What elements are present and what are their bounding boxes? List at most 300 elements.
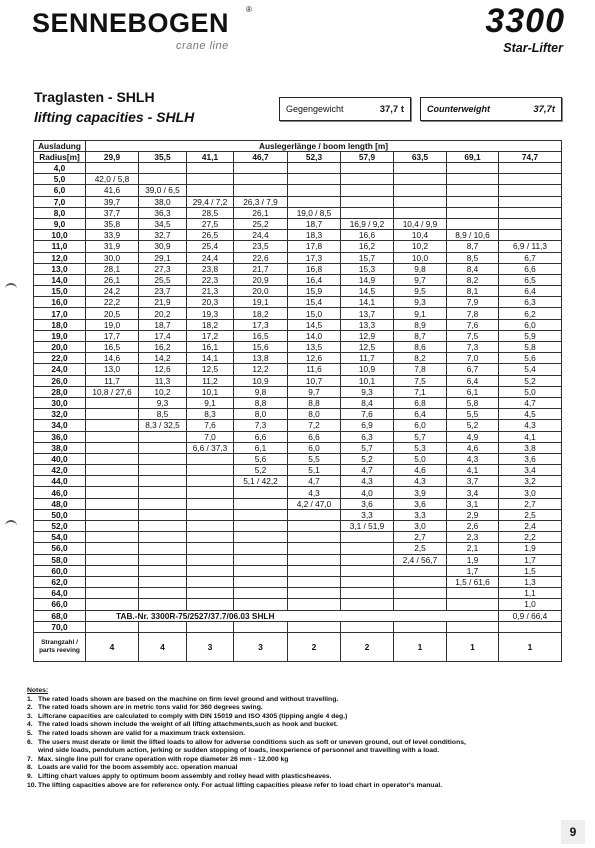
punch-hole-mark <box>5 283 17 291</box>
capacity-cell <box>234 532 288 543</box>
capacity-cell: 2,6 <box>447 521 499 532</box>
radius-cell: 48,0 <box>34 498 86 509</box>
capacity-cell: 8,6 <box>394 342 447 353</box>
capacity-cell: 8,5 <box>447 252 499 263</box>
table-row <box>34 453 562 464</box>
capacity-cell <box>234 565 288 576</box>
capacity-cell <box>139 576 187 587</box>
reeving-label <box>34 632 86 661</box>
capacity-cell: 5,6 <box>499 353 562 364</box>
capacity-cell: 9,5 <box>394 286 447 297</box>
capacity-cell: 1,9 <box>499 543 562 554</box>
capacity-cell <box>86 621 139 632</box>
capacity-cell: 9,1 <box>187 397 234 408</box>
capacity-cell: 1,7 <box>447 565 499 576</box>
radius-cell: 30,0 <box>34 397 86 408</box>
capacity-cell: 7,6 <box>447 319 499 330</box>
table-row <box>34 487 562 498</box>
capacity-cell: 8,0 <box>288 409 341 420</box>
table-row <box>34 476 562 487</box>
reeving-cell: 3 <box>234 632 288 661</box>
capacity-cell: 28,5 <box>187 207 234 218</box>
brand-subtitle: crane line <box>176 40 229 52</box>
note-item <box>27 756 572 765</box>
punch-hole-mark <box>5 520 17 528</box>
note-item <box>27 764 572 773</box>
radius-cell: 18,0 <box>34 319 86 330</box>
radius-cell: 50,0 <box>34 509 86 520</box>
capacity-cell <box>394 588 447 599</box>
capacity-cell: 5,7 <box>394 431 447 442</box>
capacity-cell: 24,4 <box>187 252 234 263</box>
capacity-cell <box>187 498 234 509</box>
capacity-cell: 9,3 <box>139 397 187 408</box>
radius-cell: 16,0 <box>34 297 86 308</box>
capacity-cell: 16,9 / 9,2 <box>341 218 394 229</box>
capacity-cell <box>187 588 234 599</box>
capacity-cell: 7,8 <box>394 364 447 375</box>
capacity-cell: 5,2 <box>499 375 562 386</box>
capacity-cell: 8,0 <box>234 409 288 420</box>
radius-cell: 46,0 <box>34 487 86 498</box>
capacity-cell <box>139 465 187 476</box>
capacity-cell <box>187 565 234 576</box>
table-header-row <box>34 141 562 152</box>
notes-list <box>27 696 572 791</box>
capacity-cell: 10,8 / 27,6 <box>86 386 139 397</box>
table-row <box>34 375 562 386</box>
capacity-cell: 7,8 <box>447 308 499 319</box>
capacity-cell <box>86 487 139 498</box>
capacity-cell: 8,2 <box>394 353 447 364</box>
capacity-cell <box>288 532 341 543</box>
capacity-cell: 4,7 <box>499 397 562 408</box>
capacity-cell: 31,9 <box>86 241 139 252</box>
capacity-cell: 10,0 <box>394 252 447 263</box>
capacity-cell <box>447 621 499 632</box>
table-row <box>34 509 562 520</box>
capacity-cell <box>499 185 562 196</box>
capacity-cell: 20,2 <box>139 308 187 319</box>
capacity-cell: 1,7 <box>499 554 562 565</box>
capacity-cell <box>139 453 187 464</box>
capacity-cell <box>288 576 341 587</box>
capacity-cell <box>499 621 562 632</box>
note-item <box>27 773 572 782</box>
capacity-cell <box>86 476 139 487</box>
capacity-cell <box>187 543 234 554</box>
capacity-cell <box>341 532 394 543</box>
capacity-cell: 8,4 <box>341 397 394 408</box>
capacity-cell: 5,8 <box>447 397 499 408</box>
note-item <box>27 730 572 739</box>
capacity-cell: 26,1 <box>86 274 139 285</box>
capacity-cell: 17,2 <box>187 330 234 341</box>
capacity-cell: 6,0 <box>288 442 341 453</box>
capacity-cell: 2,4 / 56,7 <box>394 554 447 565</box>
capacity-cell: 10,7 <box>288 375 341 386</box>
capacity-cell <box>288 621 341 632</box>
capacity-cell: 9,8 <box>234 386 288 397</box>
capacity-cell: 25,4 <box>187 241 234 252</box>
capacity-cell: 6,4 <box>447 375 499 386</box>
capacity-cell: 12,2 <box>234 364 288 375</box>
note-item <box>27 713 572 722</box>
capacity-cell: 15,4 <box>288 297 341 308</box>
capacity-cell: 3,8 <box>499 442 562 453</box>
lifting-capacity-table <box>33 140 562 662</box>
capacity-cell: 11,6 <box>288 364 341 375</box>
table-row <box>34 543 562 554</box>
note-number: 6. <box>27 738 33 746</box>
table-row <box>34 207 562 218</box>
capacity-cell: 8,3 / 32,5 <box>139 420 187 431</box>
capacity-cell: 27,5 <box>187 218 234 229</box>
radius-cell: 42,0 <box>34 465 86 476</box>
capacity-cell <box>341 196 394 207</box>
capacity-cell: 5,5 <box>288 453 341 464</box>
capacity-cell <box>394 163 447 174</box>
brand-logo: SENNEBOGEN <box>32 8 230 38</box>
capacity-cell <box>394 185 447 196</box>
capacity-cell: 6,9 / 11,3 <box>499 241 562 252</box>
capacity-cell: 2,5 <box>394 543 447 554</box>
capacity-cell <box>499 218 562 229</box>
capacity-cell: 3,0 <box>499 487 562 498</box>
reeving-row <box>34 632 562 661</box>
capacity-cell <box>86 543 139 554</box>
capacity-cell <box>341 565 394 576</box>
capacity-cell: 0,9 / 66,4 <box>499 610 562 621</box>
radius-cell: 6,0 <box>34 185 86 196</box>
capacity-cell: 28,1 <box>86 263 139 274</box>
capacity-cell <box>139 543 187 554</box>
capacity-cell: 8,3 <box>187 409 234 420</box>
capacity-cell: 4,9 <box>447 431 499 442</box>
brand-registered-mark: ® <box>246 5 252 14</box>
capacity-cell: 5,8 <box>499 342 562 353</box>
reeving-label-english: parts reeving <box>39 646 80 654</box>
capacity-cell <box>288 599 341 610</box>
capacity-cell <box>139 431 187 442</box>
capacity-cell <box>234 498 288 509</box>
capacity-cell: 3,6 <box>394 498 447 509</box>
radius-cell: 52,0 <box>34 521 86 532</box>
radius-cell: 34,0 <box>34 420 86 431</box>
capacity-cell: 16,2 <box>341 241 394 252</box>
capacity-cell: 8,7 <box>447 241 499 252</box>
capacity-cell <box>86 565 139 576</box>
table-row <box>34 588 562 599</box>
table-row <box>34 420 562 431</box>
note-text: The rated loads shown include the weight of all lifting attachments,such as hook and bucket. <box>38 721 338 729</box>
capacity-cell <box>139 621 187 632</box>
capacity-cell <box>447 163 499 174</box>
capacity-cell: 22,2 <box>86 297 139 308</box>
capacity-cell <box>187 554 234 565</box>
boom-length-cell: 69,1 <box>447 152 499 163</box>
capacity-cell <box>341 543 394 554</box>
capacity-cell: 15,3 <box>341 263 394 274</box>
capacity-cell: 5,5 <box>447 409 499 420</box>
capacity-cell: 7,3 <box>234 420 288 431</box>
capacity-cell: 8,4 <box>447 263 499 274</box>
capacity-cell: 9,3 <box>394 297 447 308</box>
capacity-cell <box>288 174 341 185</box>
capacity-cell: 17,3 <box>288 252 341 263</box>
capacity-cell: 22,6 <box>234 252 288 263</box>
radius-header: Ausladung <box>34 141 86 152</box>
capacity-cell: 16,5 <box>234 330 288 341</box>
capacity-cell: 3,7 <box>447 476 499 487</box>
capacity-cell: 12,6 <box>139 364 187 375</box>
capacity-cell: 6,0 <box>394 420 447 431</box>
notes-section <box>27 687 572 790</box>
capacity-cell: 6,3 <box>499 297 562 308</box>
capacity-cell <box>341 163 394 174</box>
capacity-cell: 32,7 <box>139 230 187 241</box>
capacity-cell: 3,2 <box>499 476 562 487</box>
capacity-cell <box>86 431 139 442</box>
capacity-cell: 5,2 <box>341 453 394 464</box>
capacity-cell: 17,3 <box>234 319 288 330</box>
capacity-cell <box>139 498 187 509</box>
table-row <box>34 498 562 509</box>
counterweight-value-german: 37,7 t <box>379 103 404 115</box>
counterweight-label-german: Gegengewicht <box>286 104 344 114</box>
table-row <box>34 297 562 308</box>
capacity-cell: 8,5 <box>139 409 187 420</box>
capacity-cell <box>394 599 447 610</box>
capacity-cell: 4,2 / 47,0 <box>288 498 341 509</box>
capacity-cell: 5,0 <box>499 386 562 397</box>
note-number: 9. <box>27 772 33 780</box>
note-item <box>27 739 572 756</box>
capacity-cell: 16,1 <box>187 342 234 353</box>
capacity-cell <box>499 174 562 185</box>
capacity-cell: 29,4 / 7,2 <box>187 196 234 207</box>
capacity-cell <box>447 174 499 185</box>
capacity-cell: 23,5 <box>234 241 288 252</box>
capacity-cell: 10,4 <box>394 230 447 241</box>
table-row <box>34 230 562 241</box>
capacity-cell: 7,6 <box>187 420 234 431</box>
reeving-cell: 1 <box>499 632 562 661</box>
capacity-cell: 5,4 <box>499 364 562 375</box>
capacity-cell: 4,5 <box>499 409 562 420</box>
capacity-cell: 8,8 <box>234 397 288 408</box>
capacity-cell: 16,4 <box>288 274 341 285</box>
note-text: The rated loads shown are valid for a maximum track extension. <box>38 729 245 737</box>
capacity-cell: 19,0 <box>86 319 139 330</box>
capacity-cell: 3,1 <box>447 498 499 509</box>
capacity-cell <box>86 409 139 420</box>
capacity-cell <box>187 487 234 498</box>
capacity-cell <box>234 576 288 587</box>
table-row <box>34 319 562 330</box>
table-row <box>34 565 562 576</box>
capacity-cell <box>288 509 341 520</box>
capacity-cell: 3,6 <box>499 453 562 464</box>
capacity-cell: 11,3 <box>139 375 187 386</box>
capacity-cell <box>86 453 139 464</box>
capacity-cell: 19,3 <box>187 308 234 319</box>
capacity-cell <box>394 621 447 632</box>
capacity-cell: 7,9 <box>447 297 499 308</box>
capacity-cell <box>341 576 394 587</box>
capacity-cell <box>499 207 562 218</box>
capacity-cell: 6,1 <box>447 386 499 397</box>
capacity-cell: 20,5 <box>86 308 139 319</box>
capacity-cell: 42,0 / 5,8 <box>86 174 139 185</box>
capacity-cell: 4,3 <box>447 453 499 464</box>
capacity-cell: 24,4 <box>234 230 288 241</box>
capacity-cell: 7,3 <box>447 342 499 353</box>
capacity-cell: 26,1 <box>234 207 288 218</box>
capacity-cell: 12,5 <box>341 342 394 353</box>
capacity-cell <box>234 588 288 599</box>
capacity-cell: 6,1 <box>234 442 288 453</box>
radius-cell: 68,0 <box>34 610 86 621</box>
capacity-cell <box>288 554 341 565</box>
capacity-cell: 12,6 <box>288 353 341 364</box>
capacity-cell: 7,0 <box>447 353 499 364</box>
table-row <box>34 442 562 453</box>
table-row <box>34 610 562 621</box>
capacity-cell: 6,3 <box>341 431 394 442</box>
radius-cell: 62,0 <box>34 576 86 587</box>
capacity-cell: 19,0 / 8,5 <box>288 207 341 218</box>
capacity-cell: 6,0 <box>499 319 562 330</box>
capacity-cell: 2,5 <box>499 509 562 520</box>
capacity-cell <box>394 565 447 576</box>
table-body <box>34 163 562 662</box>
capacity-cell <box>139 532 187 543</box>
boom-length-cell: 57,9 <box>341 152 394 163</box>
capacity-cell <box>139 599 187 610</box>
capacity-cell: 10,9 <box>341 364 394 375</box>
capacity-cell: 14,1 <box>187 353 234 364</box>
capacity-cell <box>187 509 234 520</box>
radius-cell: 12,0 <box>34 252 86 263</box>
capacity-cell <box>234 174 288 185</box>
capacity-cell <box>234 621 288 632</box>
radius-cell: 10,0 <box>34 230 86 241</box>
note-text: The rated loads shown are in metric tons valid for 360 degrees swing. <box>38 704 263 712</box>
capacity-cell <box>86 509 139 520</box>
radius-cell: 36,0 <box>34 431 86 442</box>
capacity-cell: 4,3 <box>288 487 341 498</box>
capacity-cell: 6,7 <box>447 364 499 375</box>
capacity-cell: 33,9 <box>86 230 139 241</box>
capacity-cell: 17,8 <box>288 241 341 252</box>
capacity-cell <box>86 465 139 476</box>
capacity-cell: 18,7 <box>139 319 187 330</box>
note-number: 10. <box>27 781 37 789</box>
table-row <box>34 576 562 587</box>
capacity-cell <box>341 588 394 599</box>
capacity-cell: 10,2 <box>139 386 187 397</box>
radius-cell: 4,0 <box>34 163 86 174</box>
capacity-cell <box>394 196 447 207</box>
boom-length-row <box>34 152 562 163</box>
capacity-cell: 13,7 <box>341 308 394 319</box>
capacity-cell: 38,0 <box>139 196 187 207</box>
capacity-cell: 4,3 <box>499 420 562 431</box>
capacity-cell: 17,4 <box>139 330 187 341</box>
radius-cell: 13,0 <box>34 263 86 274</box>
capacity-cell: 36,3 <box>139 207 187 218</box>
capacity-cell: 22,3 <box>187 274 234 285</box>
capacity-cell: 20,9 <box>234 274 288 285</box>
capacity-cell: 7,2 <box>288 420 341 431</box>
note-number: 5. <box>27 729 33 737</box>
table-row <box>34 353 562 364</box>
capacity-cell: 6,2 <box>499 308 562 319</box>
capacity-cell <box>447 185 499 196</box>
capacity-cell: 23,7 <box>139 286 187 297</box>
capacity-cell: 23,8 <box>187 263 234 274</box>
capacity-cell: 9,3 <box>341 386 394 397</box>
capacity-cell: 4,0 <box>341 487 394 498</box>
counterweight-box-german <box>279 97 411 121</box>
capacity-cell <box>234 599 288 610</box>
table-row <box>34 532 562 543</box>
table-row <box>34 252 562 263</box>
radius-cell: 14,0 <box>34 274 86 285</box>
radius-cell: 7,0 <box>34 196 86 207</box>
capacity-cell: 25,5 <box>139 274 187 285</box>
notes-heading: Notes: <box>27 687 49 694</box>
capacity-cell: 19,1 <box>234 297 288 308</box>
capacity-cell <box>187 532 234 543</box>
capacity-cell <box>187 521 234 532</box>
capacity-cell: 14,5 <box>288 319 341 330</box>
capacity-cell <box>234 163 288 174</box>
capacity-cell <box>187 476 234 487</box>
table-row <box>34 342 562 353</box>
boom-length-header: Auslegerlänge / boom length [m] <box>86 141 562 152</box>
capacity-cell: 15,0 <box>288 308 341 319</box>
capacity-cell: 5,3 <box>394 442 447 453</box>
counterweight-value-english: 37,7t <box>533 103 555 115</box>
capacity-cell: 4,1 <box>447 465 499 476</box>
capacity-cell: 37,7 <box>86 207 139 218</box>
note-number: 7. <box>27 755 33 763</box>
capacity-cell: 3,9 <box>394 487 447 498</box>
capacity-cell: 2,7 <box>499 498 562 509</box>
radius-cell: 28,0 <box>34 386 86 397</box>
capacity-cell: 10,4 / 9,9 <box>394 218 447 229</box>
note-item <box>27 696 572 705</box>
capacity-cell: 4,6 <box>447 442 499 453</box>
capacity-cell <box>187 453 234 464</box>
capacity-cell: 30,9 <box>139 241 187 252</box>
capacity-cell: 10,9 <box>234 375 288 386</box>
radius-cell: 8,0 <box>34 207 86 218</box>
capacity-cell <box>288 521 341 532</box>
capacity-cell: 4,3 <box>341 476 394 487</box>
capacity-cell: 5,2 <box>234 465 288 476</box>
capacity-cell: 8,8 <box>288 397 341 408</box>
note-number: 8. <box>27 764 33 772</box>
capacity-cell: 1,0 <box>499 599 562 610</box>
capacity-cell: 11,7 <box>86 375 139 386</box>
capacity-cell: 7,1 <box>394 386 447 397</box>
reeving-cell: 1 <box>394 632 447 661</box>
table-row <box>34 330 562 341</box>
boom-length-cell: 35,5 <box>139 152 187 163</box>
